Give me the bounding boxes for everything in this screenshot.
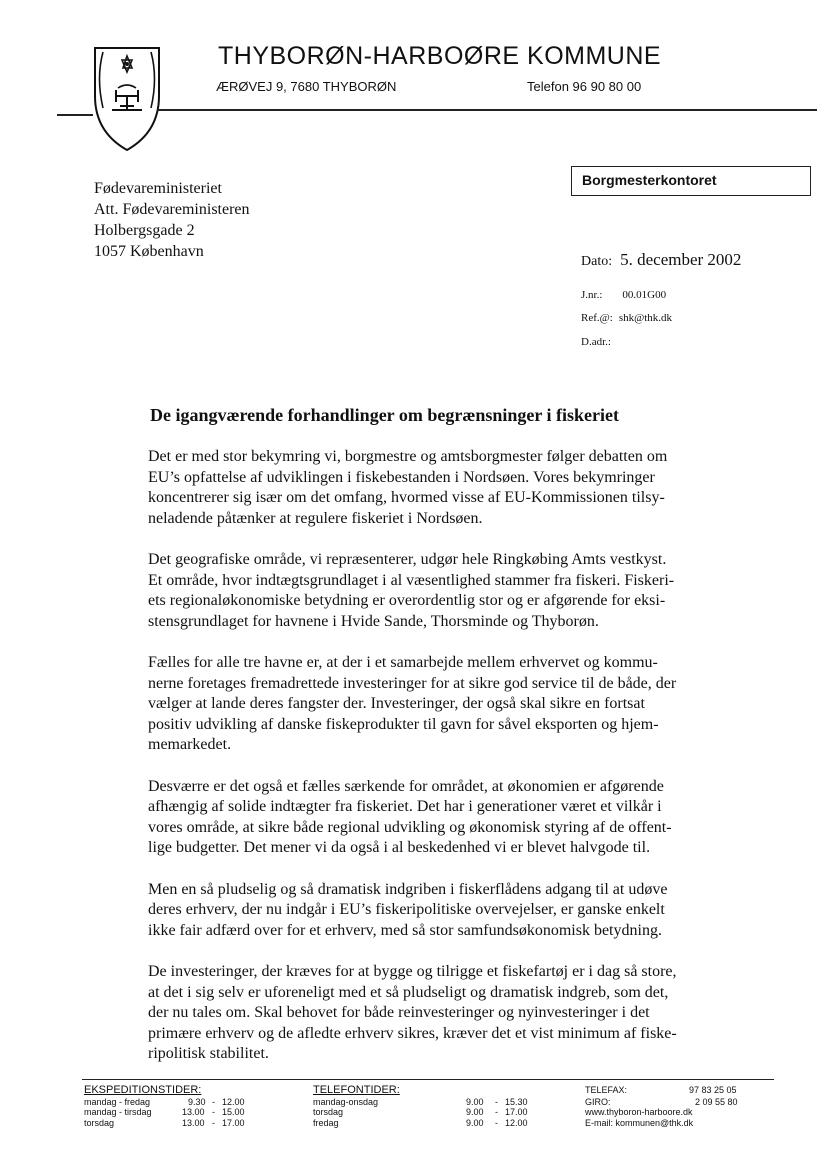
body-line: der nu tales om. Skal behovet for både reinvesteringer og nyinvesteringer i det — [148, 1004, 650, 1021]
reference-label: Ref.@: — [581, 312, 613, 324]
phone-hours-day: torsdag — [313, 1107, 344, 1117]
telefax-label: TELEFAX: — [585, 1085, 628, 1095]
office-hours-to: 17.00 — [222, 1117, 245, 1128]
body-paragraph — [148, 962, 723, 1065]
recipient-address — [94, 178, 250, 262]
phone-hours-to: 15.30 — [505, 1096, 528, 1107]
office-hours-row: torsdag 13.00 - 17.00 — [84, 1117, 245, 1128]
phone-hours — [313, 1085, 543, 1128]
organization-phone: Telefon 96 90 80 00 — [527, 79, 642, 94]
body-line: vælger at lande deres fangster der. Investeringer, der også skal sikre en fortsat — [148, 695, 645, 712]
website-row — [585, 1107, 775, 1118]
organization-name: THYBORØN-HARBOØRE KOMMUNE — [218, 42, 662, 70]
body-line: memarkedet. — [148, 736, 232, 753]
body-line: at det i sig selv er uforeneligt med et så pludseligt og dramatisk indgreb, som det, — [148, 983, 669, 1001]
phone-hours-row: mandag-onsdag 9.00 - 15.30 — [313, 1096, 528, 1107]
office-hours-day: torsdag — [84, 1117, 115, 1128]
website-link[interactable]: www.thyboron-harboore.dk — [585, 1107, 693, 1117]
office-box: Borgmesterkontoret — [571, 166, 811, 196]
office-hours-day: mandag - fredag — [84, 1096, 151, 1107]
office-hours-from: 9.30 — [188, 1096, 206, 1107]
body-paragraph — [148, 447, 723, 529]
phone-hours-row: torsdag 9.00 - 17.00 — [313, 1107, 528, 1117]
recipient-line: Holbergsgade 2 — [94, 222, 195, 239]
body-line: koncentrerer sig især om det omfang, hvormed visse af EU-Kommissionen tilsy- — [148, 489, 665, 506]
journal-number-value: 00.01G00 — [622, 289, 667, 301]
body-line: positiv udvikling af danske fiskeprodukter til gavn for såvel eksporten og hjem- — [148, 715, 659, 733]
body-paragraph — [148, 880, 723, 942]
office-hours — [84, 1085, 284, 1128]
direct-address-row — [581, 332, 611, 350]
recipient-line: Fødevareministeriet — [94, 180, 222, 197]
header-divider — [157, 109, 817, 111]
body-line: ikke fair adfærd over for et erhverv, med så stor samfundsøkonomisk betydning. — [148, 921, 662, 939]
giro-value: 2 09 55 80 — [695, 1096, 738, 1107]
body-line: ets regionaløkonomiske betydning er overordentlig stor og er afgørende for eksi- — [148, 592, 666, 609]
office-hours-title: EKSPEDITIONSTIDER: — [84, 1084, 202, 1096]
body-paragraph — [148, 550, 723, 632]
body-paragraph — [148, 653, 723, 756]
date-value: 5. december 2002 — [620, 250, 742, 269]
body-line: Det geografiske område, vi repræsenterer, udgør hele Ringkøbing Amts vestkyst. — [148, 551, 667, 568]
phone-hours-from: 9.00 — [466, 1107, 484, 1117]
body-line: ripolitisk stabilitet. — [148, 1045, 269, 1062]
phone-hours-day: fredag — [313, 1117, 339, 1128]
telefax-row — [585, 1085, 775, 1097]
office-hours-row: mandag - fredag 9.30 - 12.00 — [84, 1096, 245, 1107]
body-line: vores område, at sikre både regional udvikling og økonomisk styring af de offent- — [148, 818, 672, 836]
organization-address: ÆRØVEJ 9, 7680 THYBORØN — [216, 79, 397, 94]
footer-divider — [82, 1079, 774, 1080]
body-line: De investeringer, der kræves for at bygge og tilrigge et fiskefartøj er i dag så store, — [148, 963, 677, 980]
body-line: Fælles for alle tre havne er, at der i et samarbejde mellem erhvervet og kommu- — [148, 654, 658, 671]
body-line: stensgrundlaget for havnene i Hvide Sande, Thorsminde og Thyborøn. — [148, 612, 599, 630]
phone-hours-from: 9.00 — [466, 1096, 484, 1107]
journal-number-row — [581, 285, 666, 303]
letter-subject: De igangværende forhandlinger om begrænsninger i fiskeriet — [150, 405, 619, 425]
recipient-line: Att. Fødevareministeren — [94, 201, 250, 218]
body-line: EU’s opfattelse af udviklingen i fiskebestanden i Nordsøen. Vores bekymringer — [148, 468, 655, 486]
municipal-crest-icon — [92, 44, 162, 154]
body-line: lige budgetter. Det mener vi da også i al beskedenhed vi er blevet halvgode til. — [148, 839, 651, 856]
body-line: primære erhverv og de afledte erhverv sikres, kræver det et vist minimum af fiske- — [148, 1024, 677, 1042]
recipient-line: 1057 København — [94, 243, 204, 260]
date-label: Dato: — [581, 254, 613, 269]
office-hours-day: mandag - tirsdag — [84, 1107, 152, 1117]
telefax-value: 97 83 25 05 — [689, 1085, 737, 1095]
journal-number-label: J.nr.: — [581, 289, 603, 301]
phone-hours-day: mandag-onsdag — [313, 1096, 379, 1107]
body-line: neladende påtænker at regulere fiskeriet i Nordsøen. — [148, 509, 483, 527]
phone-hours-row: fredag 9.00 - 12.00 — [313, 1117, 528, 1128]
office-hours-to: 12.00 — [222, 1096, 245, 1107]
body-line: deres erhverv, der nu indgår i EU’s fiskeripolitiske overvejelser, er ganske enkelt — [148, 901, 665, 918]
phone-hours-title: TELEFONTIDER: — [313, 1084, 400, 1096]
contact-info — [585, 1085, 775, 1128]
giro-row — [585, 1097, 775, 1108]
office-hours-from: 13.00 — [182, 1107, 205, 1117]
body-line: nerne foretages fremadrettede investeringer for at sikre god service til de både, der — [148, 674, 677, 692]
letter-body — [148, 447, 723, 1086]
giro-label: GIRO: — [585, 1096, 611, 1107]
email-link[interactable]: E-mail: kommunen@thk.dk — [585, 1117, 694, 1128]
direct-address-label: D.adr.: — [581, 336, 611, 348]
body-line: Desværre er det også et fælles særkende for området, at økonomien er afgørende — [148, 777, 664, 795]
body-line: afhængig af solide indtægter fra fiskeriet. Det har i generationer været et vilkår i — [148, 798, 662, 815]
reference-row — [581, 308, 672, 326]
header-divider-left — [57, 114, 93, 116]
body-line: Det er med stor bekymring vi, borgmestre og amtsborgmester følger debatten om — [148, 448, 668, 465]
office-hours-to: 15.00 — [222, 1107, 245, 1117]
email-row — [585, 1118, 775, 1129]
body-line: Et område, hvor indtægtsgrundlaget i al væsentlighed stammer fra fiskeri. Fiskeri- — [148, 571, 675, 589]
phone-hours-from: 9.00 — [466, 1117, 484, 1128]
reference-value: shk@thk.dk — [618, 312, 673, 324]
office-hours-row: mandag - tirsdag 13.00 - 15.00 — [84, 1107, 245, 1117]
phone-hours-to: 17.00 — [505, 1107, 528, 1117]
phone-hours-to: 12.00 — [505, 1117, 528, 1128]
date-row — [581, 250, 741, 270]
office-hours-from: 13.00 — [182, 1117, 205, 1128]
body-line: Men en så pludselig og så dramatisk indgriben i fiskerflådens adgang til at udøve — [148, 880, 668, 898]
body-paragraph — [148, 777, 723, 859]
